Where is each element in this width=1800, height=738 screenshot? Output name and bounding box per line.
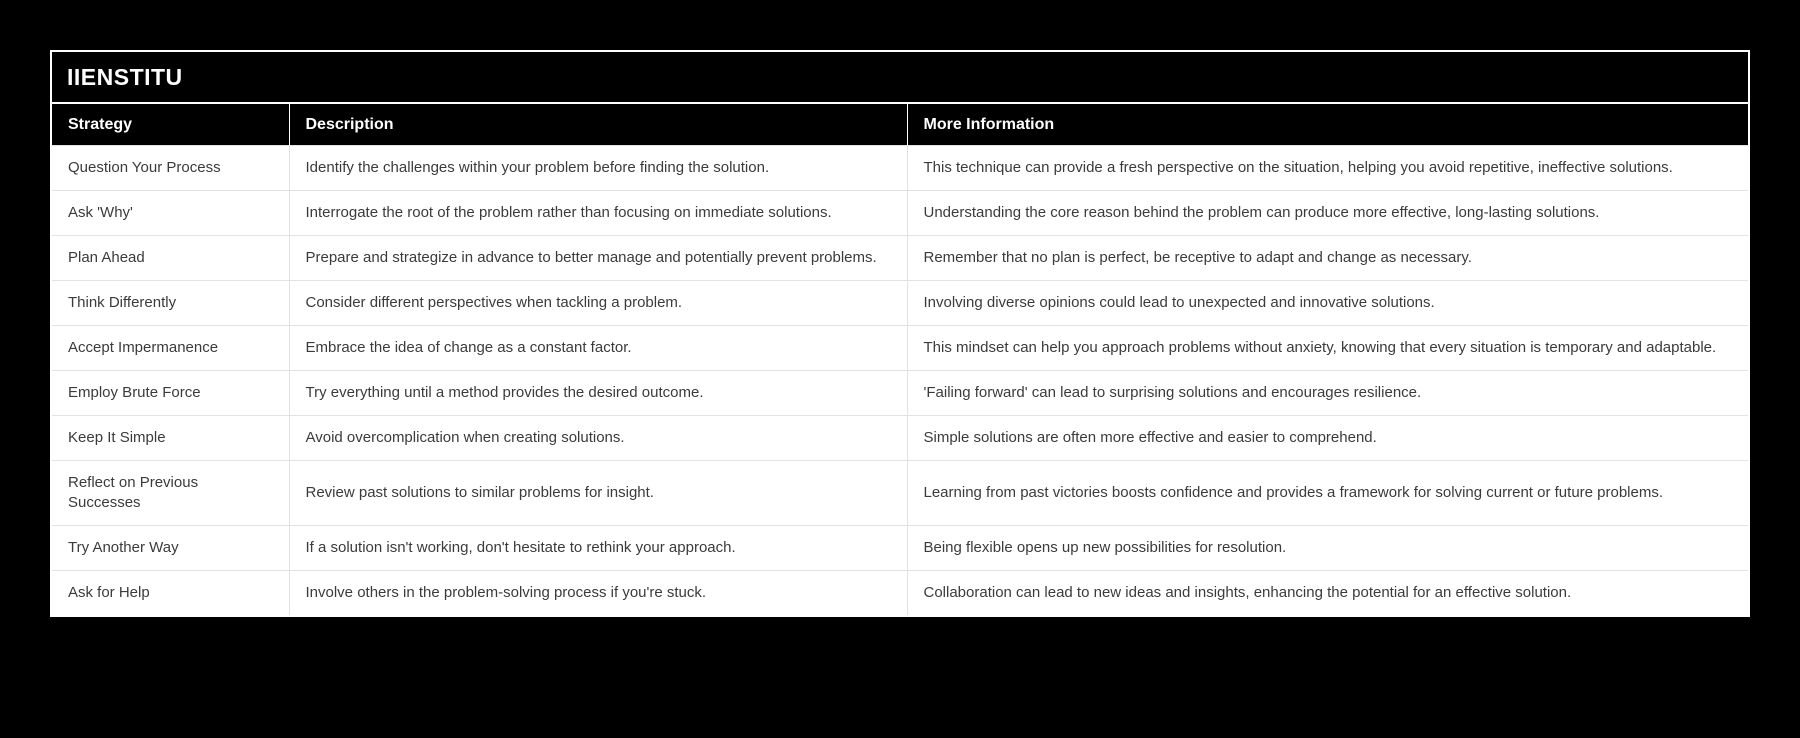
description-cell: Interrogate the root of the problem rather than focusing on immediate solutions. [289, 191, 907, 236]
strategy-cell: Think Differently [52, 281, 289, 326]
strategy-cell: Plan Ahead [52, 236, 289, 281]
strategy-cell: Reflect on Previous Successes [52, 461, 289, 526]
more-information-cell: Understanding the core reason behind the problem can produce more effective, long-lasting solutions. [907, 191, 1748, 236]
more-information-cell: Being flexible opens up new possibilities for resolution. [907, 526, 1748, 571]
header-row [52, 104, 1748, 146]
table-row [52, 281, 1748, 326]
table-row [52, 371, 1748, 416]
description-cell: Embrace the idea of change as a constant factor. [289, 326, 907, 371]
description-cell: Involve others in the problem-solving process if you're stuck. [289, 571, 907, 616]
more-information-cell: Simple solutions are often more effective and easier to comprehend. [907, 416, 1748, 461]
description-cell: Try everything until a method provides the desired outcome. [289, 371, 907, 416]
more-information-cell: Involving diverse opinions could lead to unexpected and innovative solutions. [907, 281, 1748, 326]
strategy-cell: Try Another Way [52, 526, 289, 571]
table-row [52, 461, 1748, 526]
table-row [52, 146, 1748, 191]
column-header-more-information: More Information [907, 104, 1748, 146]
table-row [52, 526, 1748, 571]
description-cell: Avoid overcomplication when creating solutions. [289, 416, 907, 461]
strategy-cell: Ask for Help [52, 571, 289, 616]
table-row [52, 416, 1748, 461]
column-header-description: Description [289, 104, 907, 146]
strategies-table-card [50, 50, 1750, 617]
column-header-strategy: Strategy [52, 104, 289, 146]
strategy-cell: Employ Brute Force [52, 371, 289, 416]
strategy-cell: Ask 'Why' [52, 191, 289, 236]
table-row [52, 326, 1748, 371]
more-information-cell: This technique can provide a fresh perspective on the situation, helping you avoid repetitive, ineffective solutions. [907, 146, 1748, 191]
description-cell: If a solution isn't working, don't hesitate to rethink your approach. [289, 526, 907, 571]
more-information-cell: Remember that no plan is perfect, be receptive to adapt and change as necessary. [907, 236, 1748, 281]
table-row [52, 236, 1748, 281]
description-cell: Review past solutions to similar problems for insight. [289, 461, 907, 526]
more-information-cell: Collaboration can lead to new ideas and insights, enhancing the potential for an effective solution. [907, 571, 1748, 616]
more-information-cell: 'Failing forward' can lead to surprising solutions and encourages resilience. [907, 371, 1748, 416]
description-cell: Identify the challenges within your problem before finding the solution. [289, 146, 907, 191]
table-header [52, 104, 1748, 146]
table-title: IIENSTITU [52, 52, 1748, 104]
table-row [52, 191, 1748, 236]
table-body [52, 146, 1748, 616]
strategy-cell: Question Your Process [52, 146, 289, 191]
strategy-cell: Keep It Simple [52, 416, 289, 461]
strategies-table [52, 104, 1748, 615]
more-information-cell: This mindset can help you approach problems without anxiety, knowing that every situation is temporary and adaptable. [907, 326, 1748, 371]
more-information-cell: Learning from past victories boosts confidence and provides a framework for solving current or future problems. [907, 461, 1748, 526]
strategy-cell: Accept Impermanence [52, 326, 289, 371]
description-cell: Consider different perspectives when tackling a problem. [289, 281, 907, 326]
table-row [52, 571, 1748, 616]
description-cell: Prepare and strategize in advance to better manage and potentially prevent problems. [289, 236, 907, 281]
